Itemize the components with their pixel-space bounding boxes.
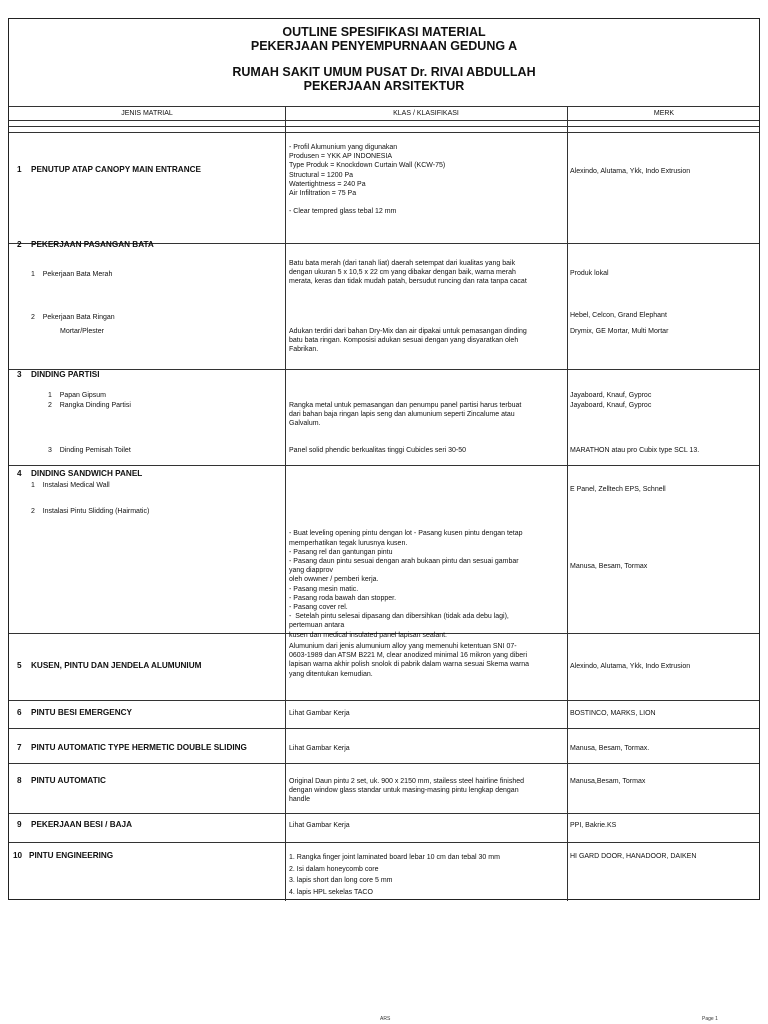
footer-center: ARS <box>380 1016 391 1022</box>
row-4-1-merk: E Panel, Zelltech EPS, Schnell <box>570 486 666 493</box>
row-7-spec: Lihat Gambar Kerja <box>289 745 350 752</box>
row-7-name: 7 PINTU AUTOMATIC TYPE HERMETIC DOUBLE SLIDING <box>17 743 247 752</box>
title-line-2: PEKERJAAN PENYEMPURNAAN GEDUNG A <box>250 39 518 53</box>
row-10-spec: 1. Rangka finger joint laminated board lebar 10 cm dan tebal 30 mm 2. Isi dalam honeycomb core 3. lapis short dan long core 5 mm 4. lapis HPL sekelas TACO <box>289 854 500 896</box>
row-2-1-merk: Produk lokal <box>570 270 609 277</box>
spec-table <box>8 18 760 900</box>
row-2-mortar-name: Mortar/Plester <box>60 328 104 335</box>
row-3-1-merk: Jayaboard, Knauf, Gyproc <box>570 392 652 399</box>
row-2-2-merk: Hebel, Celcon, Grand Elephant <box>570 312 667 319</box>
row-8-spec: Original Daun pintu 2 set, uk. 900 x 2150 mm, stailess steel hairline finished dengan window glass standar untuk masing-masing pintu lengkap dengan handle <box>289 778 525 804</box>
row-9-spec: Lihat Gambar Kerja <box>289 822 350 829</box>
row-1-merk: Alexindo, Alutama, Ykk, Indo Extrusion <box>570 168 691 175</box>
footer-page: Page 1 <box>702 1016 718 1022</box>
row-5-spec: Alumunium dari jenis alumunium alloy yang memenuhi ketentuan SNI 07- 0603-1989 dan ATSM B221 M, clear anodized minimal 16 mikron yang diberi lapisan warna akhir polish snolok di pabrik dalam warna sesuai Skema warna yang ditentukan kemudian. <box>289 643 530 678</box>
document-title <box>9 25 759 93</box>
row-3-3-spec: Panel solid phendic berkualitas tinggi Cubicles seri 30-50 <box>289 447 467 454</box>
row-10-merk: HI GARD DOOR, HANADOOR, DAIKEN <box>570 853 697 860</box>
row-2-1-name: 1 Pekerjaan Bata Merah <box>31 271 113 278</box>
title-line-4: PEKERJAAN ARSITEKTUR <box>303 79 465 93</box>
col-header-merk: MERK <box>653 110 675 117</box>
row-6-name: 6 PINTU BESI EMERGENCY <box>17 708 132 717</box>
title-line-1: OUTLINE SPESIFIKASI MATERIAL <box>282 25 486 39</box>
row-1-spec: - Profil Alumunium yang digunakan Produsen = YKK AP INDONESIA Type Produk = Knockdown Curtain Wall (KCW-75) Structural = 1200 Pa Watertightness = 240 Pa Air Infiltration = 75 Pa - Clear tempred glass tebal 12 mm <box>289 144 446 216</box>
row-4-2-spec: - Buat leveling opening pintu dengan lot - Pasang kusen pintu dengan tetap memperhatikan tegak lurusnya kusen. - Pasang rel dan gantungan pintu - Pasang daun pintu sesuai dengan arah bukaan pintu dan sesuai gambar yang diapprov oleh owwner / pemberi kerja. - Pasang mesin matic. - Pasang roda bawah dan stopper. - Pasang cover rel. - Setelah pintu selesai dipasang dan dibersihkan (tidak ada debu lagi), pertemuan antara kusen dan medical insulated panel lapisan sealant. <box>289 530 523 639</box>
row-5-name: 5 KUSEN, PINTU DAN JENDELA ALUMUNIUM <box>17 661 202 670</box>
row-4-2-merk: Manusa, Besam, Tormax <box>570 563 648 570</box>
row-2-2-name: 2 Pekerjaan Bata Ringan <box>31 314 115 321</box>
row-10-name: 10 PINTU ENGINEERING <box>13 851 114 860</box>
row-9-name: 9 PEKERJAAN BESI / BAJA <box>17 820 133 829</box>
row-1-name: 1 PENUTUP ATAP CANOPY MAIN ENTRANCE <box>17 165 201 174</box>
row-3-3-name: 3 Dinding Pemisah Toilet <box>48 447 131 454</box>
row-4-2-name: 2 Instalasi Pintu Slidding (Hairmatic) <box>31 508 150 515</box>
row-4-name: 4 DINDING SANDWICH PANEL <box>17 469 143 478</box>
row-3-name: 3 DINDING PARTISI <box>17 370 100 379</box>
col-header-klas: KLAS / KLASIFIKASI <box>393 110 459 117</box>
row-2-mortar-spec: Adukan terdiri dari bahan Dry-Mix dan air dipakai untuk pemasangan dinding batu bata ringan. Komposisi adukan sesuai dengan yang disyaratkan oleh Fabrikan. <box>289 328 527 354</box>
col-header-jenis: JENIS MATRIAL <box>121 110 173 117</box>
row-2-1-spec: Batu bata merah (dari tanah liat) daerah setempat dari kualitas yang baik dengan ukuran 5 x 10,5 x 22 cm yang dibakar dengan baik, warna merah merata, keras dan tidak mudah patah, bersudut runcing dan rata tanpa cacat <box>289 260 527 286</box>
row-6-merk: BOSTINCO, MARKS, LION <box>570 710 656 717</box>
row-8-merk: Manusa,Besam, Tormax <box>570 778 646 785</box>
row-3-3-merk: MARATHON atau pro Cubix type SCL 13. <box>570 447 700 454</box>
row-4-1-name: 1 Instalasi Medical Wall <box>31 482 110 489</box>
row-7-merk: Manusa, Besam, Tormax. <box>570 745 650 752</box>
row-5-merk: Alexindo, Alutama, Ykk, Indo Extrusion <box>570 663 691 670</box>
title-line-3: RUMAH SAKIT UMUM PUSAT Dr. RIVAI ABDULLAH <box>232 65 536 79</box>
row-2-name: 2 PEKERJAAN PASANGAN BATA <box>17 240 154 249</box>
row-3-2-merk: Jayaboard, Knauf, Gyproc <box>570 402 652 409</box>
row-3-1-name: 1 Papan Gipsum <box>48 392 106 399</box>
row-6-spec: Lihat Gambar Kerja <box>289 710 350 717</box>
row-2-mortar-merk: Drymix, GE Mortar, Multi Mortar <box>570 328 669 335</box>
row-3-2-spec: Rangka metal untuk pemasangan dan penumpu panel partisi harus terbuat dari bahan baja ringan lapis seng dan alumunium seperti Zincalume atau Galvalum. <box>289 402 522 428</box>
row-9-merk: PPI, Bakrie.KS <box>570 822 617 829</box>
row-3-2-name: 2 Rangka Dinding Partisi <box>48 402 131 409</box>
row-8-name: 8 PINTU AUTOMATIC <box>17 776 106 785</box>
